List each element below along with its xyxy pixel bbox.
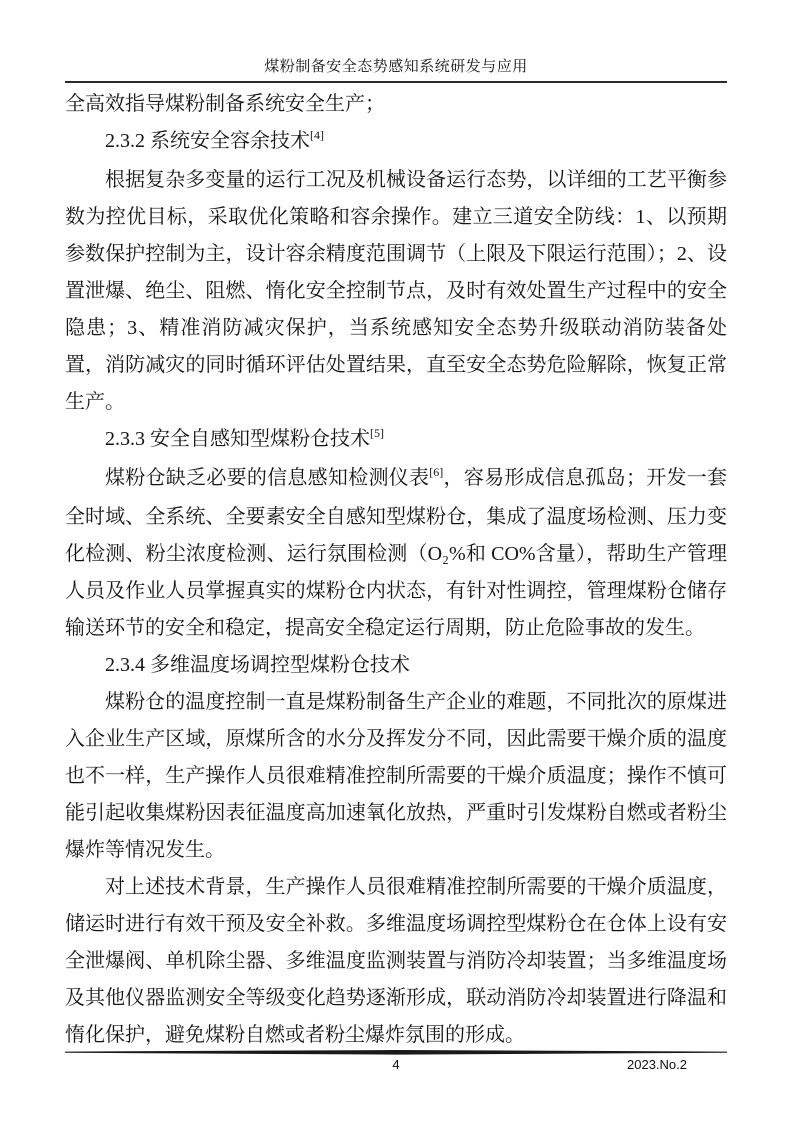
body-paragraph — [65, 460, 727, 647]
document-footer — [65, 1050, 727, 1077]
page-number: 4 — [392, 1057, 400, 1072]
text-run: 2.3.2 系统安全容余技术 — [105, 130, 310, 152]
continuation-paragraph — [65, 86, 727, 123]
text-run: 煤粉仓的温度控制一直是煤粉制备生产企业的难题，不同批次的原煤进入企业生产区域，原煤所含的水分及挥发分不同，因此需要干燥介质的温度也不一样，生产操作人员很难精准控制所需要的干燥介质温度；操作不慎可能引起收集煤粉因表征温度高加速氧化放热，严重时引发煤粉自燃或者粉尘爆炸等情况发生。 — [65, 691, 727, 861]
text-run: 2.3.4 多维温度场调控型煤粉仓技术 — [105, 654, 410, 676]
text-run: ，容易形成信息孤岛；开发一套全时域、全系统、全要素安全自感知型煤粉仓，集成了温度场检测、压力变化检测、粉尘浓度检测、运行氛围检测（O₂%和 CO%含量），帮助生产管理人员及作业人员掌握真实的煤粉仓内状态，有针对性调控，管理煤粉仓储存输送环节的安全和稳定，提高安全稳定运行周期，防止危险事故的发生。 — [65, 467, 727, 639]
text-run: 根据复杂多变量的运行工况及机械设备运行态势，以详细的工艺平衡参数为控优目标，采取优化策略和容余操作。建立三道安全防线：1、以预期参数保护控制为主，设计容余精度范围调节（上限及下限运行范围）；2、设置泄爆、绝尘、阻燃、惰化安全控制节点，及时有效处置生产过程中的安全隐患；3、精准消防减灾保护，当系统感知安全态势升级联动消防装备处置，消防减灾的同时循环评估处置结果，直至安全态势危险解除，恢复正常生产。 — [65, 169, 727, 413]
footer-rule — [65, 1050, 727, 1055]
citation-superscript: [5] — [370, 426, 384, 440]
body-paragraph — [65, 869, 727, 1051]
running-header — [65, 0, 727, 83]
footer-row — [65, 1057, 727, 1077]
section-heading — [65, 421, 727, 460]
section-heading — [65, 123, 727, 162]
text-run: 2.3.3 安全自感知型煤粉仓技术 — [105, 428, 370, 450]
body-paragraph — [65, 162, 727, 421]
document-body — [65, 83, 727, 1051]
citation-superscript: [6] — [429, 465, 444, 479]
document-page — [65, 0, 727, 1122]
body-paragraph — [65, 684, 727, 869]
text-run: 煤粉仓缺乏必要的信息感知检测仪表 — [105, 467, 430, 489]
citation-superscript: [4] — [310, 128, 324, 142]
running-header-title: 煤粉制备安全态势感知系统研发与应用 — [264, 59, 528, 75]
section-heading — [65, 647, 727, 684]
text-run: 对上述技术背景，生产操作人员很难精准控制所需要的干燥介质温度，储运时进行有效干预及安全补救。多维温度场调控型煤粉仓在仓体上设有安全泄爆阀、单机除尘器、多维温度监测装置与消防冷却装置；当多维温度场及其他仪器监测安全等级变化趋势逐渐形成，联动消防冷却装置进行降温和惰化保护，避免煤粉自燃或者粉尘爆炸氛围的形成。 — [65, 876, 727, 1046]
issue-label: 2023.No.2 — [627, 1057, 687, 1072]
text-run: 全高效指导煤粉制备系统安全生产； — [65, 93, 385, 115]
